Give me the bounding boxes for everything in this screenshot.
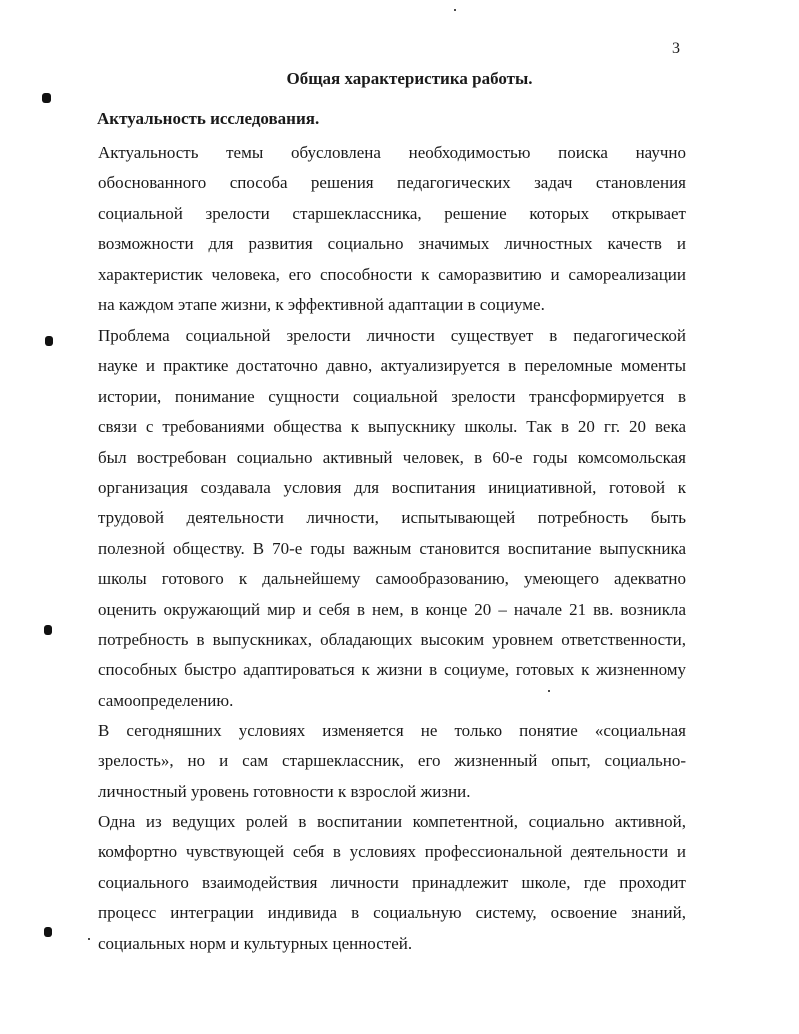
binding-hole-mark: [44, 927, 52, 937]
text-line: Одна из ведущих ролей в воспитании компетентной, социально активной,: [98, 812, 686, 831]
binding-hole-mark: [45, 336, 53, 346]
text-line: трудовой деятельности личности, испытывающей потребность быть: [98, 508, 686, 528]
text-line: личностный уровень готовности к взрослой жизни.: [98, 781, 471, 801]
section-subheading: Актуальность исследования.: [97, 109, 320, 128]
text-line: самоопределению.: [98, 690, 234, 710]
scan-speck: [454, 9, 456, 11]
binding-hole-mark: [42, 93, 51, 103]
text-line: способных быстро адаптироваться к жизни в социуме, готовых к жизненному: [98, 660, 686, 680]
text-line: истории, понимание сущности социальной зрелости трансформируется в: [98, 386, 686, 406]
page-number: 3: [672, 40, 680, 57]
document-title: Общая характеристика работы.: [286, 69, 533, 88]
text-line: комфортно чувствующей себя в условиях профессиональной деятельности и: [98, 842, 686, 862]
text-line: характеристик человека, его способности к саморазвитию и самореализации: [98, 264, 686, 284]
text-line: социального взаимодействия личности принадлежит школе, где проходит: [98, 872, 686, 892]
binding-hole-mark: [44, 625, 52, 635]
paragraph-relevance: [98, 138, 686, 320]
text-line: В сегодняшних условиях изменяется не только понятие «социальная: [98, 721, 686, 740]
text-line: зрелость», но и сам старшеклассник, его жизненный опыт, социально-: [98, 751, 686, 771]
paragraph-problem: [98, 321, 686, 716]
text-line: социальных норм и культурных ценностей.: [98, 933, 413, 953]
text-line: процесс интеграции индивида в социальную систему, освоение знаний,: [98, 903, 686, 923]
text-line: был востребован социально активный человек, в 60-е годы комсомольская: [98, 447, 686, 467]
text-line: полезной обществу. В 70-е годы важным становится воспитание выпускника: [98, 538, 686, 558]
text-line: потребность в выпускниках, обладающих высоким уровнем ответственности,: [98, 629, 686, 649]
text-line: оценить окружающий мир и себя в нем, в конце 20 – начале 21 вв. возникла: [98, 599, 686, 619]
text-line: Актуальность темы обусловлена необходимостью поиска научно: [98, 143, 686, 162]
text-line: науке и практике достаточно давно, актуализируется в переломные моменты: [98, 356, 686, 376]
paragraph-current-conditions: [98, 716, 686, 807]
scan-speck: [88, 938, 90, 940]
text-line: школы готового к дальнейшему самообразованию, умеющего адекватно: [98, 569, 686, 589]
text-line: социальной зрелости старшеклассника, решение которых открывает: [98, 203, 686, 223]
text-line: связи с требованиями общества к выпускнику школы. Так в 20 гг. 20 века: [98, 417, 686, 437]
text-line: возможности для развития социально значимых личностных качеств и: [98, 234, 686, 254]
text-line: обоснованного способа решения педагогических задач становления: [98, 173, 686, 193]
text-line: Проблема социальной зрелости личности существует в педагогической: [98, 326, 686, 345]
text-line: организация создавала условия для воспитания инициативной, готовой к: [98, 477, 686, 497]
text-line: на каждом этапе жизни, к эффективной адаптации в социуме.: [98, 294, 545, 314]
paragraph-school-role: [98, 807, 686, 959]
scan-speck: [548, 690, 550, 692]
